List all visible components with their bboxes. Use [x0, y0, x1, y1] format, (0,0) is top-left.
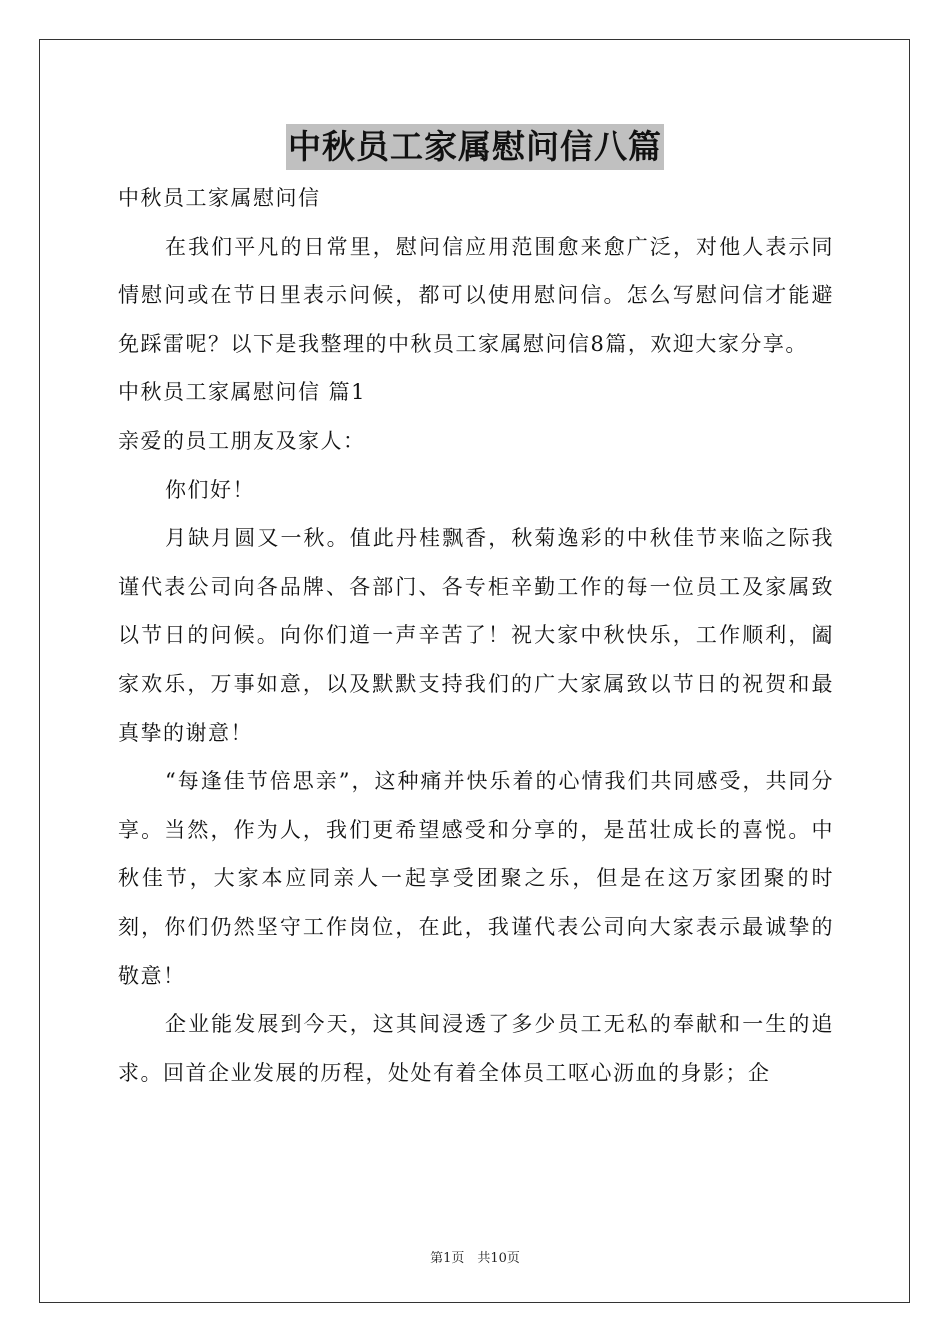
paragraph-body-3: 企业能发展到今天，这其间浸透了多少员工无私的奉献和一生的追求。回首企业发展的历程，处处有着全体员工呕心沥血的身影；企: [118, 1012, 834, 1085]
section-heading: 中秋员工家属慰问信 篇1: [118, 380, 367, 405]
paragraph-subtitle: 中秋员工家属慰问信: [118, 186, 321, 210]
paragraph-intro: 在我们平凡的日常里，慰问信应用范围愈来愈广泛，对他人表示同情慰问或在节日里表示问候，都可以使用慰问信。怎么写慰问信才能避免踩雷呢？以下是我整理的中秋员工家属慰问信8篇，欢迎大家分享。: [118, 234, 834, 356]
paragraph-body-2: “每逢佳节倍思亲”，这种痛并快乐着的心情我们共同感受，共同分享。当然，作为人，我们更希望感受和分享的，是茁壮成长的喜悦。中秋佳节，大家本应同亲人一起享受团聚之乐，但是在这万家团聚的时刻，你们仍然坚守工作岗位，在此，我谨代表公司向大家表示最诚挚的敬意！: [118, 769, 834, 988]
page-number: 第1页 共10页: [430, 1251, 520, 1266]
paragraph-body-1: 月缺月圆又一秋。值此丹桂飘香，秋菊逸彩的中秋佳节来临之际我谨代表公司向各品牌、各部门、各专柜辛勤工作的每一位员工及家属致以节日的问候。向你们道一声辛苦了！祝大家中秋快乐，工作顺利，阖家欢乐，万事如意，以及默默支持我们的广大家属致以节日的祝贺和最真挚的谢意！: [118, 526, 834, 745]
document-title: 中秋员工家属慰问信八篇: [286, 124, 664, 170]
title-container: [0, 124, 950, 170]
salutation: 亲爱的员工朋友及家人：: [118, 428, 366, 453]
page-footer: [0, 1247, 950, 1266]
document-body: [118, 174, 834, 1097]
greeting: 你们好！: [165, 477, 255, 502]
